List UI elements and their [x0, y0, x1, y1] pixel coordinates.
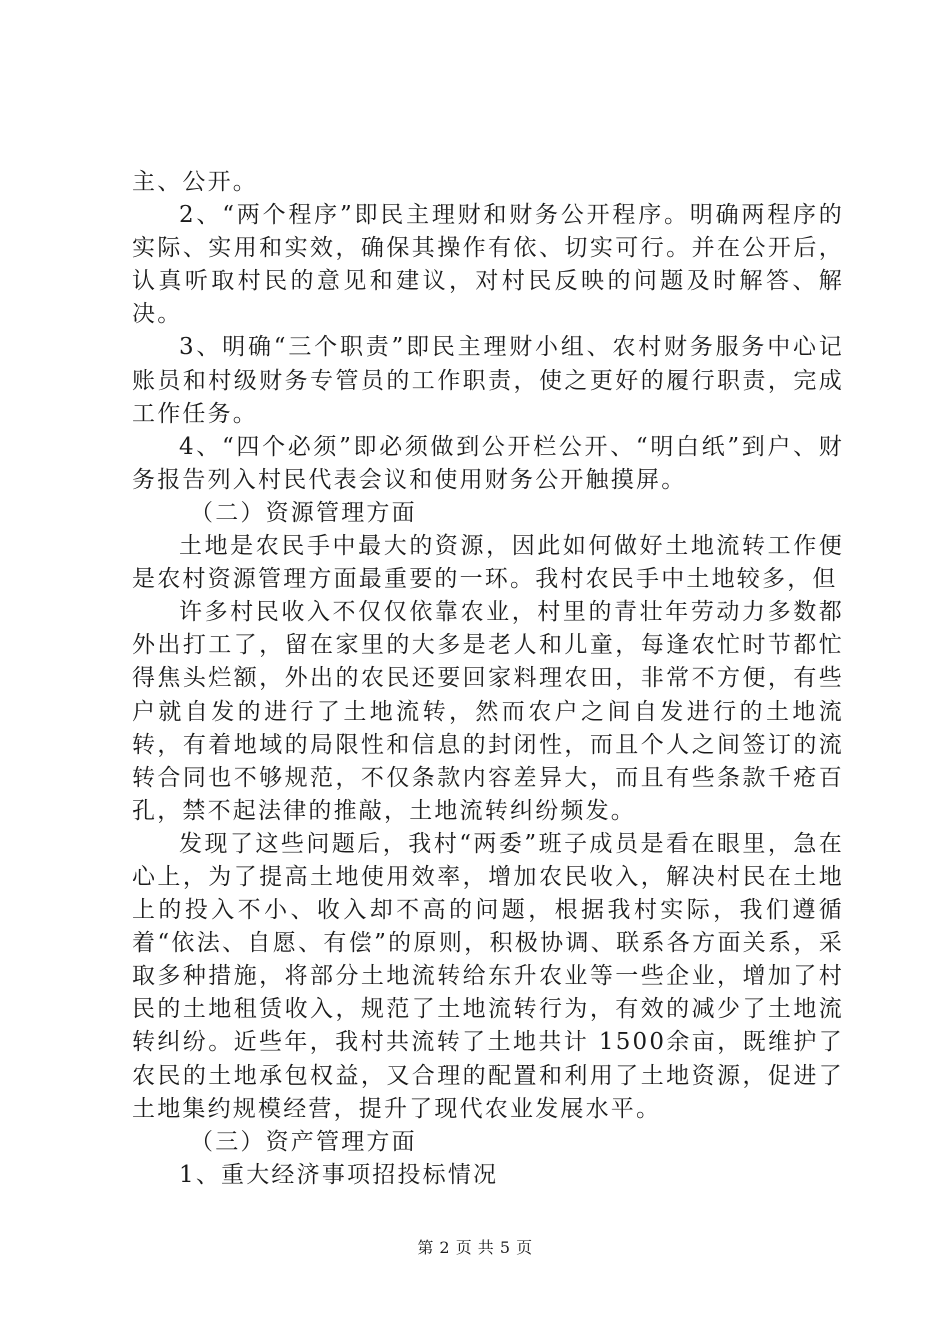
- paragraph-land-resource: 土地是农民手中最大的资源，因此如何做好土地流转工作便是农村资源管理方面最重要的一环。我村农民手中土地较多，但: [132, 533, 844, 593]
- paragraph-four-musts: 4、“四个必须”即必须做到公开栏公开、“明白纸”到户、财务报告列入村民代表会议和使用财务公开触摸屏。: [132, 433, 844, 493]
- paragraph-villagers-income: 许多村民收入不仅仅依靠农业，村里的青壮年劳动力多数都外出打工了，留在家里的大多是老人和儿童，每逢农忙时节都忙得焦头烂额，外出的农民还要回家料理农田，非常不方便，有些户就自发的进行了土地流转，然而农户之间自发进行的土地流转，有着地域的局限性和信息的封闭性，而且个人之间签订的流转合同也不够规范，不仅条款内容差异大，而且有些条款千疮百孔，禁不起法律的推敲，土地流转纠纷频发。: [132, 599, 844, 824]
- section-heading-asset-management: （三）资产管理方面: [190, 1128, 417, 1155]
- page-number-footer: 第 2 页 共 5 页: [417, 1238, 533, 1257]
- paragraph-land-transfer-measures: 发现了这些问题后，我村“两委”班子成员是看在眼里，急在心上，为了提高土地使用效率，增加农民收入，解决村民在土地上的投入不小、收入却不高的问题，根据我村实际，我们遵循着“依法、自愿、有偿”的原则，积极协调、联系各方面关系，采取多种措施，将部分土地流转给东升农业等一些企业，增加了村民的土地租赁收入，规范了土地流转行为，有效的减少了土地流转纠纷。近些年，我村共流转了土地共计 1500余亩，既维护了农民的土地承包权益，又合理的配置和利用了土地资源，促进了土地集约规模经营，提升了现代农业发展水平。: [132, 830, 844, 1122]
- document-body: [132, 166, 844, 1192]
- paragraph-two-procedures: 2、“两个程序”即民主理财和财务公开程序。明确两程序的实际、实用和实效，确保其操作有依、切实可行。并在公开后，认真听取村民的意见和建议，对村民反映的问题及时解答、解决。: [132, 202, 844, 328]
- section-heading-resource-management: （二）资源管理方面: [190, 499, 417, 526]
- paragraph-three-duties: 3、明确“三个职责”即民主理财小组、农村财务服务中心记账员和村级财务专管员的工作职责，使之更好的履行职责，完成工作任务。: [132, 334, 844, 427]
- paragraph-bidding: 1、重大经济事项招投标情况: [179, 1161, 499, 1188]
- paragraph-continuation: 主、公开。: [132, 169, 258, 195]
